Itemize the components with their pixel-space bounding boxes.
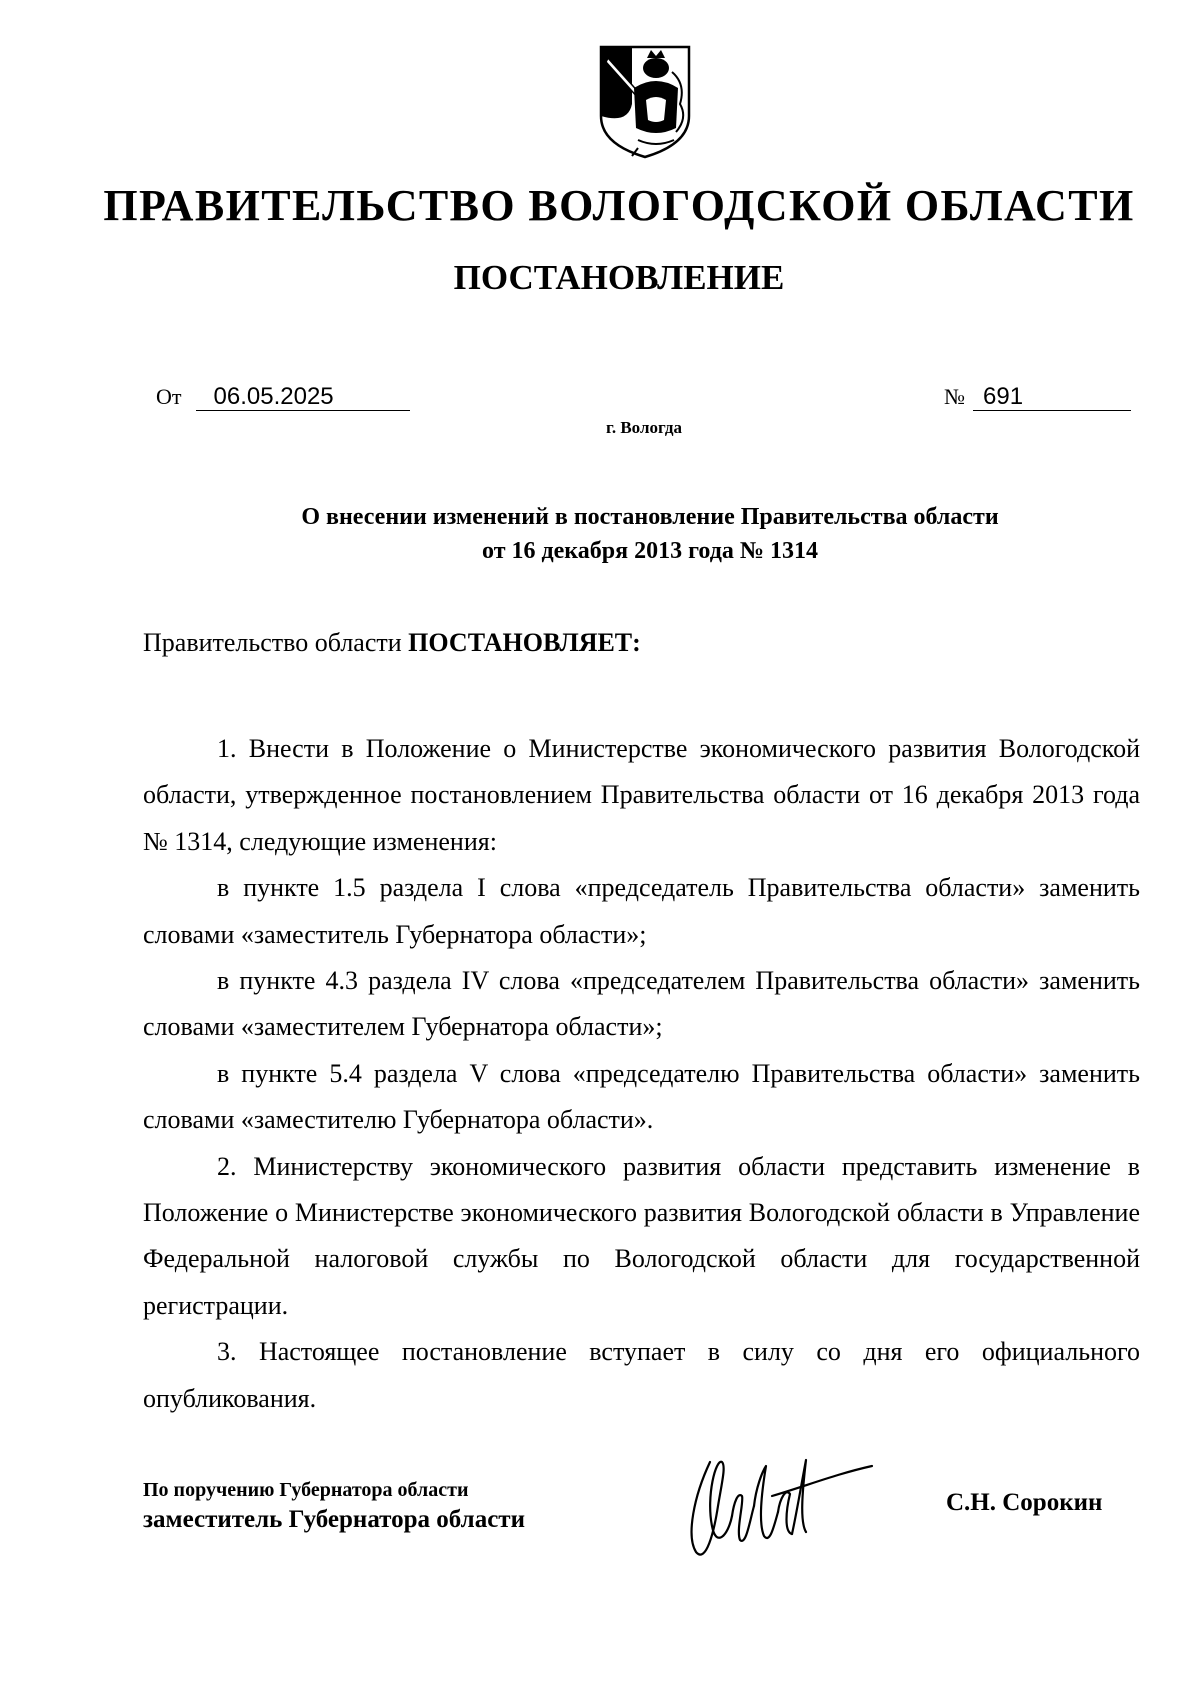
paragraph-1: 1. Внести в Положение о Министерстве экономического развития Вологодской области, утвержденное постановлением Правительства области от 16 декабря 2013 года № 1314, следующие изменения: bbox=[143, 734, 1140, 856]
date-row bbox=[156, 384, 410, 411]
subject-line-1: О внесении изменений в постановление Правительства области bbox=[301, 504, 999, 530]
date-label: От bbox=[156, 384, 182, 409]
paragraph-1-item-3: в пункте 5.4 раздела V слова «председателю Правительства области» заменить словами «заместителю Губернатора области». bbox=[143, 1058, 1140, 1135]
document-date: 06.05.2025 bbox=[196, 384, 410, 411]
city: г. Вологда bbox=[606, 418, 682, 437]
handwritten-signature bbox=[676, 1436, 876, 1576]
paragraph-3: 3. Настоящее постановление вступает в силу со дня его официального опубликования. bbox=[143, 1337, 1140, 1413]
signer-name: С.Н. Сорокин bbox=[946, 1489, 1103, 1516]
signatory-position-line-2: заместитель Губернатора области bbox=[143, 1506, 525, 1533]
preamble-text: Правительство области bbox=[143, 628, 402, 657]
document-type: ПОСТАНОВЛЕНИЕ bbox=[453, 258, 785, 297]
document-body bbox=[143, 726, 1140, 1422]
paragraph-1-item-2: в пункте 4.3 раздела IV слова «председателем Правительства области» заменить словами «заместителем Губернатора области»; bbox=[143, 966, 1140, 1042]
preamble-emphasis: ПОСТАНОВЛЯЕТ: bbox=[408, 628, 641, 657]
number-row bbox=[944, 384, 1131, 411]
subject-line-2: от 16 декабря 2013 года № 1314 bbox=[482, 538, 818, 564]
government-title: ПРАВИТЕЛЬСТВО ВОЛОГОДСКОЙ ОБЛАСТИ bbox=[103, 181, 1135, 230]
document-number: 691 bbox=[973, 384, 1131, 411]
signatory-position bbox=[143, 1477, 525, 1537]
vologda-coat-of-arms-emblem bbox=[598, 44, 692, 160]
signatory-position-line-1: По поручению Губернатора области bbox=[143, 1479, 469, 1501]
paragraph-1-item-1: в пункте 1.5 раздела I слова «председатель Правительства области» заменить словами «заместитель Губернатора области»; bbox=[143, 873, 1140, 949]
preamble bbox=[143, 628, 641, 658]
paragraph-2: 2. Министерству экономического развития области представить изменение в Положение о Министерстве экономического развития Вологодской области в Управление Федеральной налоговой службы по Вологодской области для государственной регистрации. bbox=[143, 1151, 1140, 1320]
number-label: № bbox=[944, 384, 965, 409]
document-subject bbox=[180, 500, 1120, 568]
